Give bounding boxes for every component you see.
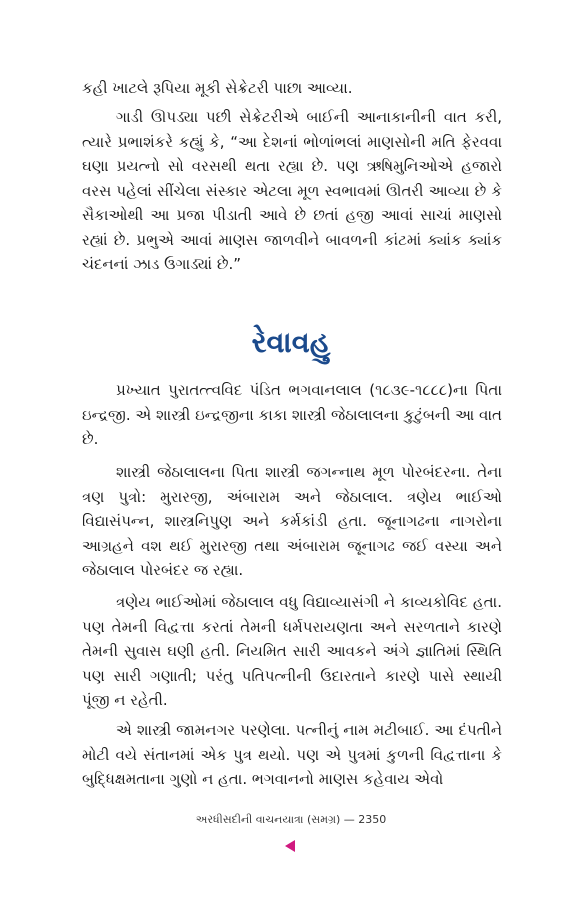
paragraph-4: શાસ્ત્રી જેઠાલાલના પિતા શાસ્ત્રી જગન્નાથ મૂળ પોરબંદરના. તેના ત્રણ પુત્રો: મુરારજી, અંબારામ અને જેઠાલાલ. ત્રણેય ભાઈઓ વિદ્યાસંપન્ન, શાસ્ત્રનિપુણ અને કર્મકાંડી હતા. જૂનાગઢના નાગરોના આગ્રહને વશ થઈ મુરારજી તથા અંબારામ જૂનાગઢ જઈ વસ્યા અને જેઠાલાલ પોરબંદર જ રહ્યા.	[82, 463, 502, 579]
section-title: રેવાવહુ	[251, 325, 331, 359]
previous-page-arrow-icon[interactable]	[285, 840, 295, 852]
paragraph-6: એ શાસ્ત્રી જામનગર પરણેલા. પત્નીનું નામ મટીબાઈ. આ દંપતીને મોટી વયે સંતાનમાં એક પુત્ર થયો. પણ એ પુત્રમાં કુળની વિદ્વત્તાના કે બુદ્ધિક્ષમતાના ગુણો ન હતા. ભગવાનનો માણસ કહેવાય એવો	[82, 721, 502, 788]
paragraph-5: ત્રણેય ભાઈઓમાં જેઠાલાલ વધુ વિદ્યાવ્યાસંગી ને કાવ્યકોવિદ હતા. પણ તેમની વિદ્વત્તા કરતાં તેમની ધર્મપરાયણતા અને સરળતાને કારણે તેમની સુવાસ ઘણી હતી. નિયમિત સારી આવકને અંગે જ્ઞાતિમાં સ્થિતિ પણ સારી ગણાતી; પરંતુ પતિપત્નીની ઉદારતાને કારણે પાસે સ્થાયી પૂંજી ન રહેતી.	[82, 593, 502, 709]
page-footer: અરધીસદીની વાચનયાત્રા (સમગ્ર) — 2350	[195, 813, 387, 826]
paragraph-3: પ્રખ્યાત પુરાતત્ત્વવિદ પંડિત ભગવાનલાલ (૧૮૩૯-૧૮૮૮)ના પિતા ઇન્દ્રજી. એ શાસ્ત્રી ઇન્દ્રજીના કાકા શાસ્ત્રી જેઠાલાલના કુટુંબની આ વાત છે.	[82, 381, 502, 448]
paragraph-2: ગાડી ઊપડ્યા પછી સેક્રેટરીએ બાઈની આનાકાનીની વાત કરી, ત્યારે પ્રભાશંકરે કહ્યું કે, “આ દેશનાં ભોળાંભલાં માણસોની મતિ ફેરવવા ઘણા પ્રયત્નો સો વરસથી થતા રહ્યા છે. પણ ઋષિમુનિઓએ હજારો વરસ પહેલાં સીંચેલા સંસ્કાર એટલા મૂળ સ્વભાવમાં ઊતરી આવ્યા છે કે સૈકાઓથી આ પ્રજા પીડાતી આવે છે છતાં હજી આવાં સાચાં માણસો રહ્યાં છે. પ્રભુએ આવાં માણસ જાળવીને બાવળની કાંટમાં ક્યાંક ક્યાંક ચંદનનાં ઝાડ ઉગાડ્યાં છે.”	[82, 108, 502, 273]
paragraph-1: કહી ખાટલે રૂપિયા મૂકી સેક્રેટરી પાછા આવ્યા.	[82, 79, 353, 97]
